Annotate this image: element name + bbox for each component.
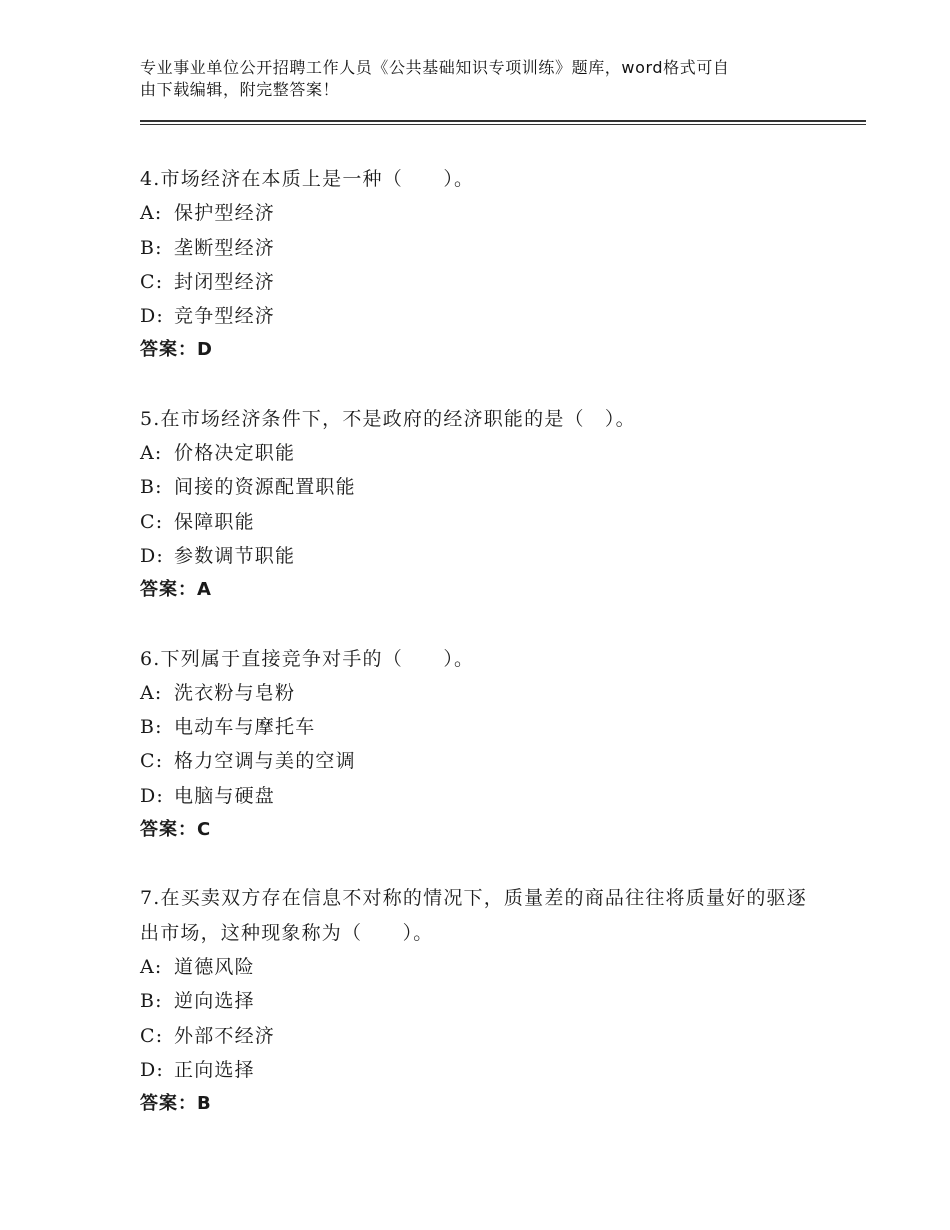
- option-b: [140, 710, 820, 744]
- option-text: 垄断型经济: [174, 236, 276, 259]
- option-c: [140, 505, 820, 539]
- option-d: [140, 779, 820, 813]
- option-c: [140, 265, 820, 299]
- option-text: 保障职能: [174, 510, 255, 533]
- header-divider-thick: [140, 120, 866, 122]
- header-divider-thin: [140, 124, 866, 125]
- question-4: [140, 162, 820, 368]
- option-key: D:: [140, 784, 165, 807]
- option-key: B:: [140, 236, 163, 259]
- question-7: [140, 881, 820, 1121]
- question-stem: 6.下列属于直接竞争对手的（ ）。: [140, 647, 475, 670]
- option-key: D:: [140, 544, 165, 567]
- option-b: [140, 984, 820, 1018]
- option-key: D:: [140, 1058, 165, 1081]
- option-text: 电动车与摩托车: [174, 716, 316, 739]
- option-a: [140, 950, 820, 984]
- option-text: 价格决定职能: [174, 442, 296, 465]
- option-b: [140, 231, 820, 265]
- option-text: 格力空调与美的空调: [174, 750, 356, 773]
- option-d: [140, 299, 820, 333]
- option-text: 外部不经济: [174, 1024, 276, 1047]
- option-c: [140, 1019, 820, 1053]
- intro-line-1: 专业事业单位公开招聘工作人员《公共基础知识专项训练》题库，word格式可自: [140, 58, 730, 77]
- option-text: 正向选择: [174, 1058, 255, 1081]
- answer-line: 答案：C: [140, 819, 212, 841]
- option-key: B:: [140, 476, 163, 499]
- option-text: 参数调节职能: [174, 544, 296, 567]
- option-key: C:: [140, 1024, 164, 1047]
- option-text: 洗衣粉与皂粉: [174, 681, 296, 704]
- option-key: B:: [140, 716, 163, 739]
- option-b: [140, 470, 820, 504]
- option-a: [140, 676, 820, 710]
- document-intro: [140, 57, 820, 101]
- option-a: [140, 196, 820, 230]
- intro-line-2: 由下载编辑，附完整答案！: [140, 80, 340, 99]
- option-key: A:: [140, 202, 163, 225]
- answer-line: 答案：B: [140, 1093, 212, 1115]
- option-a: [140, 436, 820, 470]
- question-6: [140, 642, 820, 848]
- option-d: [140, 539, 820, 573]
- option-text: 电脑与硬盘: [174, 784, 276, 807]
- option-key: C:: [140, 510, 164, 533]
- option-key: A:: [140, 442, 163, 465]
- option-text: 道德风险: [174, 955, 255, 978]
- option-text: 竞争型经济: [174, 305, 276, 328]
- answer-line: 答案：D: [140, 339, 213, 361]
- option-key: A:: [140, 681, 163, 704]
- option-key: D:: [140, 305, 165, 328]
- option-key: C:: [140, 270, 164, 293]
- question-stem: 5.在市场经济条件下，不是政府的经济职能的是（ ）。: [140, 407, 636, 430]
- option-key: B:: [140, 990, 163, 1013]
- option-c: [140, 744, 820, 778]
- option-key: C:: [140, 750, 164, 773]
- option-text: 封闭型经济: [174, 270, 276, 293]
- option-text: 保护型经济: [174, 202, 276, 225]
- option-d: [140, 1053, 820, 1087]
- question-list: [140, 162, 820, 1155]
- question-stem: 7.在买卖双方存在信息不对称的情况下，质量差的商品往往将质量好的驱逐出市场，这种现象称为（ ）。: [140, 887, 807, 944]
- answer-line: 答案：A: [140, 579, 212, 601]
- option-text: 间接的资源配置职能: [174, 476, 356, 499]
- option-text: 逆向选择: [174, 990, 255, 1013]
- option-key: A:: [140, 955, 163, 978]
- question-stem: 4.市场经济在本质上是一种（ ）。: [140, 168, 475, 190]
- question-5: [140, 402, 820, 608]
